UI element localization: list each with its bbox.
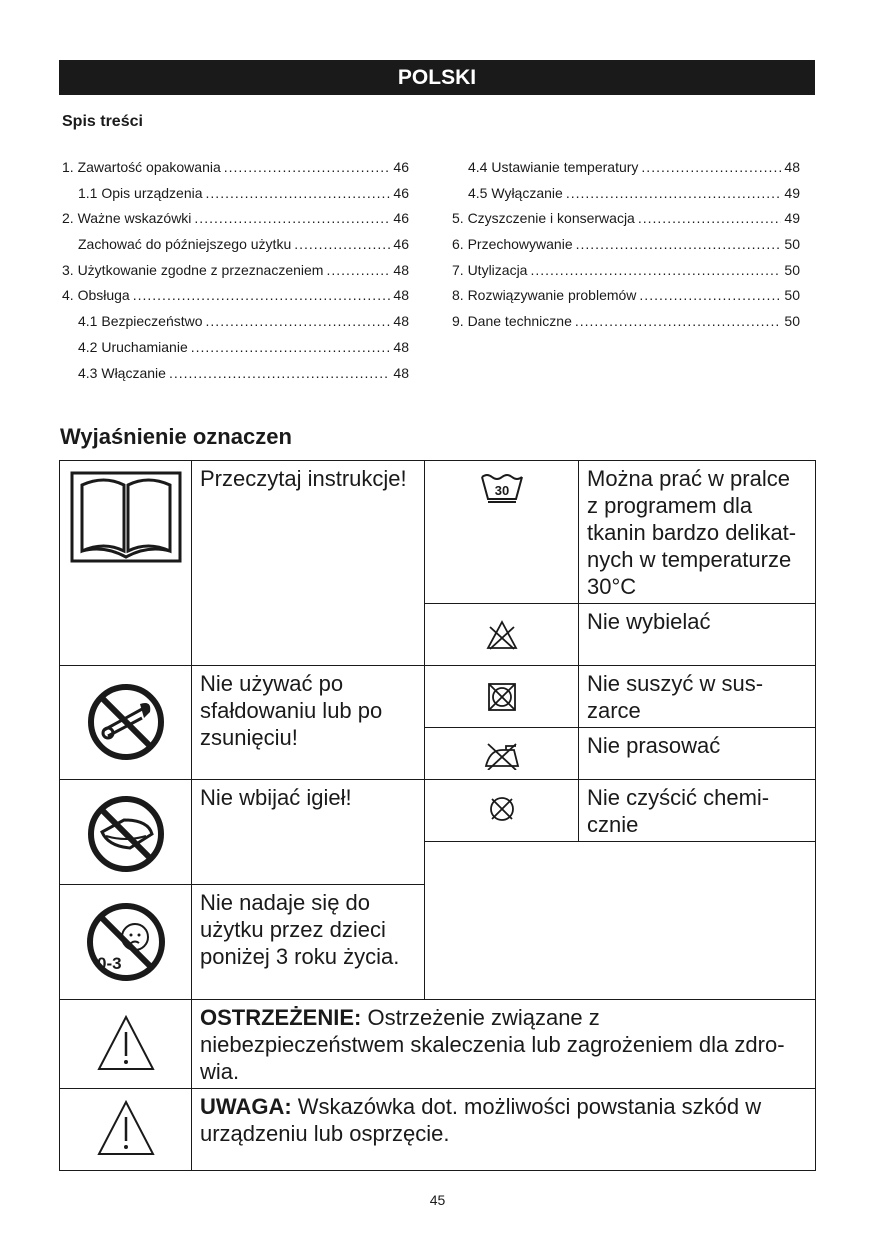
toc-entry (62, 287, 409, 313)
toc-leader-dots (641, 159, 781, 175)
toc-entry-page: 49 (784, 184, 800, 201)
not-for-children-icon-cell (60, 885, 192, 1000)
toc-entry (62, 313, 409, 339)
toc-entry-page: 46 (393, 159, 409, 175)
toc-entry-page: 48 (784, 159, 800, 175)
caution-triangle-icon (96, 1099, 156, 1157)
open-book-icon (70, 471, 182, 563)
toc-entry (62, 159, 409, 185)
toc-entry (62, 236, 409, 262)
no-bleach-icon-cell (425, 604, 579, 666)
warning-text: Ostrzeżenie związane z niebezpieczeństwem skaleczenia lub zagrożeniem dla zdro-wia. (200, 1005, 785, 1084)
toc-entry-page: 49 (784, 210, 800, 227)
toc-left-column (62, 159, 409, 390)
toc-entry (62, 262, 409, 288)
wash-temperature-label: 30 (494, 483, 509, 498)
toc-entry (452, 262, 800, 288)
book-icon-cell (60, 461, 192, 666)
caution-icon-cell (60, 1089, 192, 1171)
toc-entry-page: 48 (393, 261, 409, 278)
toc-entry (452, 236, 800, 262)
symbol-legend-table (59, 460, 816, 1171)
no-pins-text: Nie wbijać igieł! (192, 780, 425, 885)
no-pins-icon-cell (60, 780, 192, 885)
toc-leader-dots (169, 365, 390, 381)
no-tumble-dry-text: Nie suszyć w sus-zarce (579, 666, 816, 728)
toc-entry-label: 1. Zawartość opakowania (62, 159, 221, 175)
toc-entry-page: 50 (784, 261, 800, 278)
no-iron-icon-cell (425, 728, 579, 780)
toc-entry-label: Zachować do późniejszego użytku (78, 236, 292, 253)
age-range-label: 0-3 (96, 954, 122, 973)
toc-entry (62, 365, 409, 391)
warning-icon-cell (60, 1000, 192, 1089)
toc-leader-dots (294, 236, 390, 252)
toc-entry-label: 1.1 Opis urządzenia (78, 184, 203, 201)
toc-entry (452, 210, 800, 236)
warning-text-cell (192, 1000, 816, 1089)
toc-right-column (452, 159, 800, 339)
toc-leader-dots (576, 236, 782, 252)
wash-tub-30-icon (480, 471, 524, 503)
toc-leader-dots (326, 262, 390, 278)
toc-leader-dots (566, 185, 782, 201)
caution-label: UWAGA: (200, 1094, 292, 1119)
toc-entry-label: 4.1 Bezpieczeństwo (78, 313, 203, 330)
no-bleach-text: Nie wybielać (579, 604, 816, 666)
no-fold-text: Nie używać po sfałdowaniu lub po zsunięciu! (192, 666, 425, 780)
read-instructions-text: Przeczytaj instrukcje! (192, 461, 425, 666)
toc-entry-label: 6. Przechowywanie (452, 236, 573, 253)
toc-entry-label: 4. Obsługa (62, 287, 130, 304)
empty-cell (425, 842, 816, 1000)
toc-entry (62, 210, 409, 236)
toc-entry-page: 46 (393, 184, 409, 201)
no-fold-icon-cell (60, 666, 192, 780)
toc-entry-page: 48 (393, 364, 409, 381)
toc-leader-dots (639, 287, 781, 303)
toc-entry (452, 159, 800, 185)
warning-label: OSTRZEŻENIE: (200, 1005, 362, 1030)
toc-entry-page: 50 (784, 313, 800, 330)
warning-triangle-icon (96, 1014, 156, 1072)
no-dry-clean-text: Nie czyścić chemi-cznie (579, 780, 816, 842)
toc-entry-label: 8. Rozwiązywanie problemów (452, 287, 637, 304)
toc-leader-dots (133, 287, 391, 303)
no-children-0-3-icon (85, 901, 167, 983)
not-for-children-text: Nie nadaje się do użytku przez dzieci poniżej 3 roku życia. (192, 885, 425, 1000)
no-iron-icon (482, 740, 522, 770)
toc-entry-page: 50 (784, 236, 800, 253)
language-banner: POLSKI (59, 60, 815, 95)
toc-leader-dots (638, 210, 782, 226)
legend-title: Wyjaśnienie oznaczen (60, 424, 292, 449)
toc-leader-dots (206, 313, 391, 329)
toc-entry-label: 2. Ważne wskazówki (62, 210, 192, 227)
toc-entry (452, 287, 800, 313)
toc-entry-label: 4.3 Włączanie (78, 364, 166, 381)
toc-leader-dots (530, 262, 781, 278)
toc-entry-label: 5. Czyszczenie i konserwacja (452, 210, 635, 227)
toc-entry (452, 185, 800, 211)
toc-entry-page: 50 (784, 287, 800, 304)
toc-entry (62, 185, 409, 211)
caution-text-cell (192, 1089, 816, 1171)
caution-text: Wskazówka dot. możliwości powstania szkód w urządzeniu lub osprzęcie. (200, 1094, 762, 1146)
toc-entry-page: 48 (393, 313, 409, 330)
toc-leader-dots (575, 313, 782, 329)
no-dry-clean-icon-cell (425, 780, 579, 842)
toc-entry-label: 4.4 Ustawianie temperatury (468, 159, 639, 175)
toc-title: Spis treści (62, 113, 143, 130)
toc-leader-dots (191, 339, 391, 355)
page-number: 45 (429, 1192, 446, 1208)
toc-entry-label: 9. Dane techniczne (452, 313, 572, 330)
no-dry-clean-icon (487, 794, 517, 824)
wash-30-icon-cell (425, 461, 579, 604)
toc-entry-label: 3. Użytkowanie zgodne z przeznaczeniem (62, 261, 324, 278)
no-tumble-dry-icon (487, 682, 517, 712)
toc-leader-dots (206, 185, 391, 201)
toc-entry-label: 4.5 Wyłączanie (468, 184, 563, 201)
toc-entry-page: 48 (393, 287, 409, 304)
no-safety-pin-icon (86, 682, 166, 762)
no-tumble-dry-icon-cell (425, 666, 579, 728)
wash-30-text: Można prać w pralce z programem dla tkanin bardzo delikat-nych w temperaturze 30°C (579, 461, 816, 604)
toc-entry-page: 48 (393, 338, 409, 355)
toc-entry-page: 46 (393, 210, 409, 227)
toc-leader-dots (224, 159, 391, 175)
toc-entry-page: 46 (393, 236, 409, 253)
toc-leader-dots (194, 210, 390, 226)
no-needles-icon (86, 794, 166, 874)
toc-entry-label: 4.2 Uruchamianie (78, 338, 188, 355)
toc-entry-label: 7. Utylizacja (452, 261, 528, 278)
toc-entry (62, 339, 409, 365)
toc-entry (452, 313, 800, 339)
no-iron-text: Nie prasować (579, 728, 816, 780)
no-bleach-icon (486, 619, 518, 651)
